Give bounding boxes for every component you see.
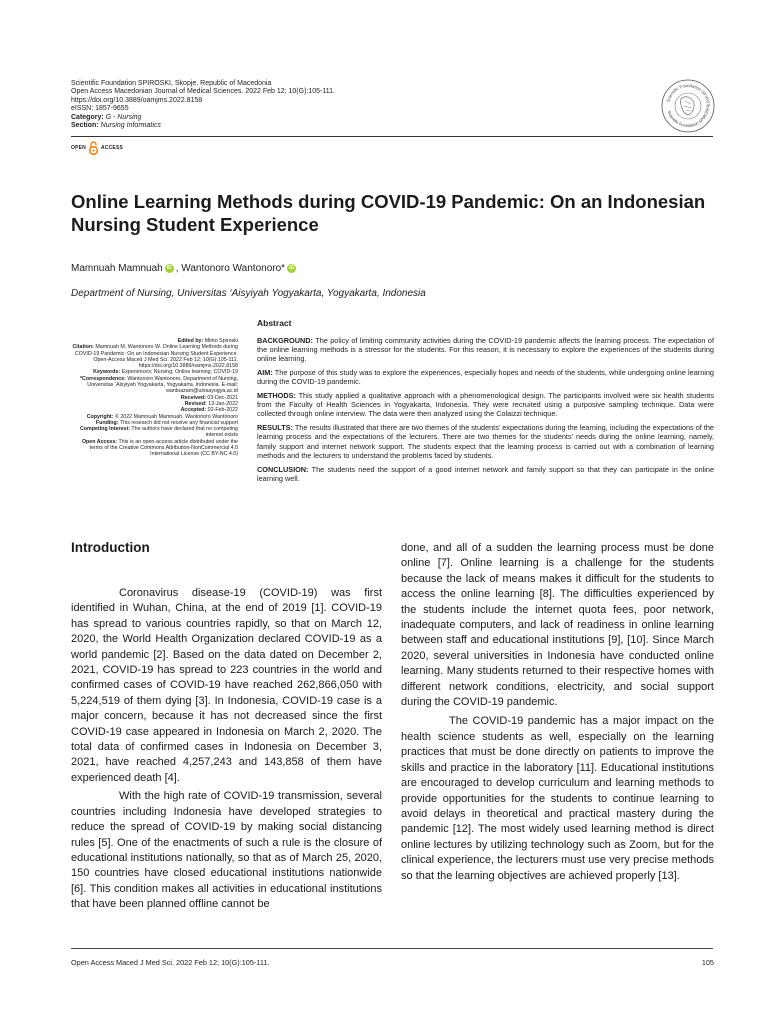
copyright: Copyright: © 2022 Mamnuah Mamnuah, Wantonoro Wantonoro — [86, 413, 238, 420]
journal-header-category — [71, 114, 335, 122]
journal-header — [71, 80, 335, 130]
abstract-methods: METHODS: This study applied a qualitative approach with a phenomenological design. The participants involved were six health students from the Faculty of Health Sciences in Yogyakarta, Indonesia. They were recruited using a purposive sampling technique. Data were collected through online interview. The data were then analyzed using the Colaizzi technique. — [257, 391, 714, 419]
article-info-sidebar — [71, 338, 238, 458]
citation: Citation: Mamnuah M, Wantonoro W. Online Learning Methods during COVID-19 Pandemic: On an Indonesian Nursing Student Experience. Open-Access Maced J Med Sci. 2022 Feb 12; 10(G):105-111. https://doi.org/10.3889/oamjms.2022.8158 — [72, 344, 238, 370]
received-date: Received: 03-Dec-2021 — [180, 394, 238, 401]
body-paragraph: The COVID-19 pandemic has a major impact on the health science students as well, especially on the learning practices that must be done directly on patients to improve the skills and practice in the laboratory [11]. Educational institutions are encouraged to develop curriculum and learning methods to provide opportunities for the students to continue learning to avoid delays in theoretical and practical mastery during the pandemic [12]. The most widely used learning method is direct online lectures by utilizing technology such as Zoom, but for the clinical experience, the lecturers must use very precise methods so that the learning objectives are achieved properly [13]. — [401, 715, 714, 882]
journal-header-eissn: eISSN: 1857-9655 — [71, 105, 129, 113]
category-value: G - Nursing — [105, 113, 142, 121]
category-label: Category: — [71, 113, 104, 121]
keywords: Keywords: Experiences; Nursing; Online learning; COVID-19 — [93, 369, 238, 376]
body-column-right — [401, 541, 714, 884]
abstract-results: RESULTS: The results illustrated that there are two themes of the students’ expectations during the learning, including the expectations of the learning process and the expectations of the lecturers. There are two themes for the students’ needs during the online learning, namely, family support and internet network support. The students expect that the learning process is carried out with a combination of learning methods and the lecturers to understand the problems faced by students. — [257, 423, 714, 460]
section-label: Section: — [71, 122, 99, 130]
open-access-badge — [71, 141, 123, 155]
open-access-statement: Open Access: This is an open-access article distributed under the terms of the Creative Commons Attribution-NonCommercial 4.0 International License (CC BY-NC 4.0) — [81, 438, 238, 458]
header-rule — [71, 136, 713, 137]
introduction-heading: Introduction — [71, 540, 150, 555]
competing-interest: Competing Interest: The authors have declared that no competing interest exists — [79, 426, 238, 439]
edited-by: Edited by: Mirko Spiroski — [177, 338, 238, 344]
footer-citation: Open Access Maced J Med Sci. 2022 Feb 12; 10(G):105-111. — [71, 958, 270, 967]
journal-header-section — [71, 122, 335, 130]
abstract-background: BACKGROUND: The policy of limiting community activities during the COVID-19 pandemic affects the learning process. The expectation of the online learning methods is a stressor for the students. For this reason, it is necessary to explore the experiences of the students during online learning. — [257, 336, 714, 364]
abstract-conclusion: CONCLUSION: The students need the support of a good internet network and family support so that they can participate in the online learning well. — [257, 464, 714, 483]
correspondence: *Correspondence: Wantonoro Wantonoro, Department of Nursing, Universitas ‘Aisyiyah Yogyakarta, Yogyakarta, Indonesia. E-mail: wantoazam@unisayogya.ac.id — [80, 375, 238, 395]
author-name: Mamnuah Mamnuah — [71, 263, 163, 274]
svg-text:Scientific Foundation SPIROSKI: Scientific Foundation SPIROSKI — [666, 106, 711, 129]
open-access-right: ACCESS — [100, 145, 124, 151]
body-paragraph: done, and all of a sudden the learning process must be done online [7]. Online learning is a challenge for the students because the lack of means makes it difficult for the students to access the online learning [8]. The difficulties experienced by the students include the internet quota fees, poor network, inadequate computers, and lack of readiness in online learning between staff and educational institutions [9], [10]. Since March 2020, several universities in Indonesia have conducted online learning. Many students returned to their respective homes with different network conditions, electricity, and social support during the COVID-19 pandemic. — [401, 542, 714, 709]
svg-text:Scientific Foundation SPIROSKI: Scientific Foundation SPIROS — [665, 82, 712, 107]
body-paragraph: With the high rate of COVID-19 transmission, several countries including Indonesia have developed strategies to reduce the spread of COVID-19 by making social distancing rules [5]. One of the enactments of such a rule is the closure of educational institutions nationally, so that as of March 25, 2020, 150 countries have closed educational institutions nationwide [6]. This condition makes all activities in educational institutions that have been planned offline cannot be — [71, 790, 382, 911]
page-number: 105 — [701, 958, 714, 967]
foundation-seal-logo — [661, 79, 715, 133]
abstract-aim: AIM: The purpose of this study was to explore the experiences, especially hopes and needs of the students, while undergoing online learning during the COVID-19 pandemic. — [257, 368, 714, 387]
open-access-left: OPEN — [71, 145, 86, 151]
open-access-lock-icon — [88, 141, 99, 155]
orcid-icon[interactable]: iD — [289, 265, 295, 271]
abstract — [257, 319, 714, 488]
journal-header-publisher: Scientific Foundation SPIROSKI, Skopje, Republic of Macedonia — [71, 80, 272, 87]
revised-date: Revised: 13-Jan-2022 — [184, 400, 238, 407]
orcid-icon[interactable]: iD — [166, 265, 172, 271]
journal-header-citation: Open Access Macedonian Journal of Medical Sciences. 2022 Feb 12; 10(G):105-111. — [71, 88, 335, 96]
affiliation: Department of Nursing, Universitas ‘Aisyiyah Yogyakarta, Yogyakarta, Indonesia — [71, 288, 426, 299]
body-column-left — [71, 586, 382, 913]
funding: Funding: This research did not receive any financial support — [95, 419, 238, 426]
abstract-heading: Abstract — [257, 318, 292, 328]
corresponding-mark: * — [281, 263, 286, 274]
body-paragraph: Coronavirus disease-19 (COVID-19) was first identified in Wuhan, China, at the end of 2019 [1]. COVID-19 has spread to various countries rapidly, so that on March 12, 2020, the World Health Organization declared COVID-19 as a world pandemic [2]. Based on the data dated on December 2, 2021, COVID-19 has spread to 223 countries in the world and confirmed cases of COVID-19 have reached 262,866,050 with 5,224,519 of them dying [3]. In Indonesia, COVID-19 case is a major concern, because it has not decreased since the first COVID-19 case appeared in Indonesia on March 2, 2020. The total data of confirmed cases in Indonesia on December 3, 2021, have reached 4,257,243 and 143,858 of them have experienced death [4]. — [71, 587, 382, 784]
article-title: Online Learning Methods during COVID-19 Pandemic: On an Indonesian Nursing Student Experience — [71, 191, 706, 235]
section-value: Nursing Informatics — [100, 122, 161, 130]
journal-header-doi[interactable]: https://doi.org/10.3889/oamjms.2022.8158 — [71, 96, 203, 104]
author-name: , Wantonoro Wantonoro — [175, 263, 282, 274]
footer-rule — [71, 948, 713, 949]
author-list — [71, 263, 298, 274]
accepted-date: Accepted: 02-Feb-2022 — [180, 407, 238, 414]
